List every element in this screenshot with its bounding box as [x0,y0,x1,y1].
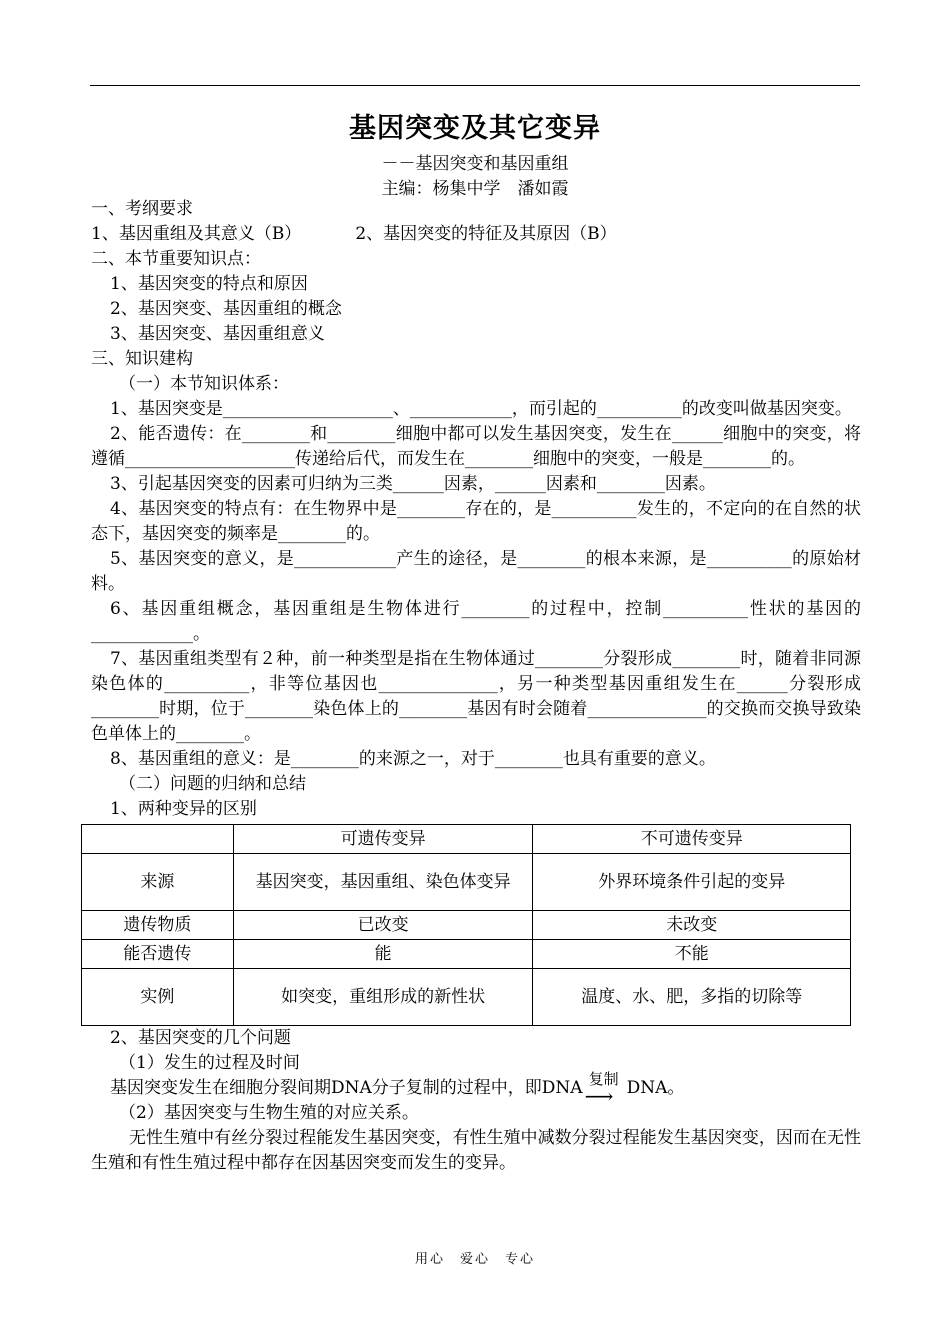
table-row [82,969,851,1026]
key-point-3: 3、基因突变、基因重组意义 [110,324,325,344]
question-2-heading: （2）基因突变与生物生殖的对应关系。 [119,1103,419,1123]
fill-blank-paragraph-4: 4、基因突变的特点有：在生物界中是________存在的，是__________发生的，不定向的在自然的状态下，基因突变的频率是________的。 [91,499,861,544]
question-1-text [91,1069,861,1108]
document-subtitle: －－基因突变和基因重组 [381,154,569,174]
section-heading-syllabus: 一、考纲要求 [91,199,193,219]
table-cell: 外界环境条件引起的变异 [533,854,851,911]
variation-comparison-table [81,824,851,1026]
fill-blank-paragraph-1: 1、基因突变是____________________、____________，而引起的__________的改变叫做基因突变。 [110,399,852,419]
table-cell: 遗传物质 [82,911,234,940]
table-header-cell: 可遗传变异 [233,825,533,854]
fill-blank-paragraph-3: 3、引起基因突变的因素可归纳为三类______因素，______因素和________因素。 [110,474,716,494]
table-cell: 如突变，重组形成的新性状 [233,969,533,1026]
table-cell: 来源 [82,854,234,911]
table-cell: 基因突变，基因重组、染色体变异 [233,854,533,911]
right-arrow-icon: ⟶ [584,1083,614,1108]
table-cell: 已改变 [233,911,533,940]
table-cell: 能 [233,940,533,969]
question-2-text: 无性生殖中有丝分裂过程能发生基因突变，有性生殖中减数分裂过程能发生基因突变，因而在无性生殖和有性生殖过程中都存在因基因突变而发生的变异。 [91,1128,861,1173]
document-body [91,197,861,1176]
key-point-1: 1、基因突变的特点和原因 [110,274,308,294]
fill-blank-paragraph-7: 7、基因重组类型有２种，前一种类型是指在生物体通过________分裂形成________时，随着非同源染色体的__________，非等位基因也______________，另一种类型基因重组发生在______分裂形成________时期，位于________染色体上的________基因有时会随着______________的交换而交换导致染色单体上的________。 [91,649,861,744]
table-header-cell: 不可遗传变异 [533,825,851,854]
fill-blank-paragraph-6: 6、基因重组概念，基因重组是生物体进行________的过程中，控制__________性状的基因的____________。 [91,599,861,644]
subsection-knowledge-system: （一）本节知识体系： [119,374,289,394]
table-cell: 实例 [82,969,234,1026]
syllabus-requirements [91,222,861,247]
requirement-2: 2、基因突变的特征及其原因（B） [355,224,617,244]
table-row [82,911,851,940]
dna-result: DNA。 [626,1078,685,1098]
replication-arrow-label: 复制 [588,1069,619,1088]
table-cell: 能否遗传 [82,940,234,969]
document-author: 主编：杨集中学 潘如霞 [381,179,569,199]
subsection-summary: （二）问题的归纳和总结 [119,774,306,794]
fill-blank-paragraph-5: 5、基因突变的意义，是____________产生的途径，是________的根本来源，是__________的原始材料。 [91,549,861,594]
fill-blank-paragraph-2: 2、能否遗传：在________和________细胞中都可以发生基因突变，发生在______细胞中的突变，将遵循____________________传递给后代，而发生在________细胞中的突变，一般是________的。 [91,424,861,469]
table-row [82,940,851,969]
table-header-cell [82,825,234,854]
table-cell: 未改变 [533,911,851,940]
summary-item-1: 1、两种变异的区别 [110,799,257,819]
table-header-row [82,825,851,854]
dna-replication-sentence: 基因突变发生在细胞分裂间期DNA分子复制的过程中，即DNA [110,1078,583,1098]
section-heading-knowledge: 三、知识建构 [91,349,193,369]
key-point-2: 2、基因突变、基因重组的概念 [110,299,342,319]
document-title: 基因突变及其它变异 [349,113,601,144]
fill-blank-paragraph-8: 8、基因重组的意义：是________的来源之一，对于________也具有重要的意义。 [110,749,716,769]
requirement-1: 1、基因重组及其意义（B） [91,224,302,244]
page-footer: 用心 爱心 专心 [414,1252,535,1267]
replication-arrow [583,1069,627,1108]
summary-item-2: 2、基因突变的几个问题 [110,1028,291,1048]
header-rule [90,85,860,86]
table-row [82,854,851,911]
table-cell: 不能 [533,940,851,969]
table-cell: 温度、水、肥，多指的切除等 [533,969,851,1026]
section-heading-key-points: 二、本节重要知识点： [91,249,261,269]
question-1-heading: （1）发生的过程及时间 [119,1053,300,1073]
